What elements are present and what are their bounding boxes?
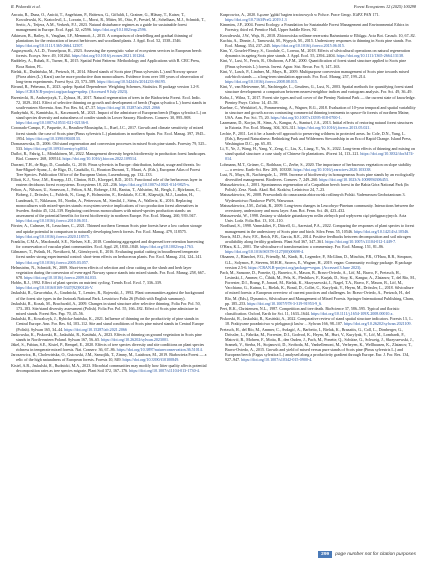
reference-entry <box>11 332 207 342</box>
reference-text: Matuszkiewicz, J.M., Zofiak, R., 2009. Long-term changes in Leucobryo-Pinetum community. Interactions between the overstorey, understorey and moss layer. Ann. Bot. Fenn. Sci. 46, 423–432. <box>220 202 415 213</box>
reference-doi-link[interactable]: https://doi.org/10.1007/s11104-012-1449-7. <box>325 238 397 244</box>
reference-entry <box>11 301 207 316</box>
reference-entry <box>11 280 207 290</box>
reference-text: Jaskulski, R., Kowalczyk, J., Rybicka-Jasińska, K., 2021. Influence of thinning on the productivity of pine stands in Central Europe. Ann. For. Res. 64, 103–112. Site and stand conditions of Scots pine mixed stands in Central Europe (Polish). Sylwan 165, 34–44. <box>11 316 204 332</box>
reference-doi-link[interactable]: https://doi.org/10.3390/f10100849. <box>122 357 180 363</box>
reference-text: Franklin, C.M.A., Macdonald, S.E., Nielsen, S.E., 2018. Combining aggregated and dispersed tree retention harvesting for conservation of vascular plant communities. Ecol. Appl. 28, 1830–1840. <box>11 238 204 250</box>
reference-text: Brzeziecki, B., Andrzejczyk, T., Żybura, H., 2017. Natural regeneration of trees in the Białowieża Forest. Ecol. Indic. 72, 1029–1041. Effect of selective thinning on growth and development of beech (Fagus sylvatica L.) forest stands in south-eastern Slovenia. Ann. For. Res. 64, 47–57. <box>11 94 207 110</box>
reference-text: Domaszewska, D., 2006. Old stand regeneration and conversion processes in mixed Scots pine stands. Forestry 79, 525–533. <box>11 140 207 152</box>
reference-entry <box>11 316 207 331</box>
reference-text: Durrant, T.H., de Rigo, D., Caudullo, G., 2016. Pinus sylvestris in Europe: distribution, habitat, usage and threats. In: San-Miguel-Ayanz, J., de Rigo, D., Caudullo, G., Houston Durrant, T., Mauri, A. (Eds.), European Atlas of Forest Tree Species. Publication Office of the European Union, Luxembourg, pp. 132–133. <box>11 161 201 177</box>
reference-column-right <box>220 12 416 546</box>
reference-text: Jaskulski, R., Kozak, M., Bruchwald, A., 2009. Changes in stand structure after selective thinning. Folia For. Pol. 50, 173–183. Site/stand diversity assessment (Polish). Folia For. Pol. 55, 166–182. Effect of Scots pine admixture in mixed stands. Forest Res. Pap. 70, 45–56. <box>11 300 201 317</box>
reference-entry <box>220 316 416 326</box>
reference-text: Jäkel, S., Pabian, S.E., Kisiel, P., Rempel, E., 2020. Effects of tree species diversity and site conditions on plant species richness in temperate mixed forests. Nat. Conserv. 36, 67–86. <box>11 342 205 353</box>
reference-doi-link[interactable]: https://doi.org/10.1007/s11104-013-1730-4. <box>129 367 200 373</box>
reference-text: Helmström, N., Schmidt, W., 2009. Short-term effects of selection and clear cutting on the shrub and herb layer vegetation during the conversion of even-aged Norway spruce stands into mixed stands. For. Ecol. Manag. 258, 667–678. <box>11 264 206 280</box>
reference-entry <box>11 342 207 352</box>
reference-entry <box>11 58 207 68</box>
reference-entry <box>220 203 416 213</box>
reference-doi-link[interactable]: https://doi.org/10.1007/978-3-319-91953-9_6. <box>247 300 323 306</box>
reference-entry <box>11 249 207 264</box>
reference-text: Li, Y., Ye, J., Wang, H., Yang, Y., Zeng, C., Liu, X., Liang, Y., Yu, S., 2022. Long-term effects of thinning and mixing on stand spatial structure: a case study of Chinese fir plantations. iForest 14, 113–121. <box>220 146 415 157</box>
reference-doi-link[interactable]: https://doi.org/10.1002/eap.2596. <box>92 27 147 33</box>
reference-doi-link[interactable]: https://doi.org/10.1016/j.earscirev.2020.103338. <box>293 166 372 172</box>
reference-text: Kisiel, A.B., Jaskulski, R., Rudnicki, M.A., 2023. Microbial communities may modify how litter quality affects potential decomposition rates as tree species migrate. Plant Soil 372, 167–176. <box>11 362 207 373</box>
reference-doi-link[interactable]: https://doi.org/10.1111/j.1654-109X.2008.00010.x. <box>310 311 394 317</box>
reference-columns <box>11 12 416 546</box>
reference-entry <box>11 33 207 48</box>
reference-text: Matuszkiewicz, J., 2001. Spontaneous regeneration of a Carpathian beech forest in the Babia Góra National Park (In Polish). Zesz. Nauk. Akad. Rol. Kraków, Leśnictwo 24, 7–23. <box>220 182 409 193</box>
reference-text: Oksanen, J., Blanchet, F.G., Friendly, M., Kindt, R., Legendre, P., McGlinn, D., Minchin, P.R., O'Hara, R.B., Simpson, G.L., Solymos, P., Stevens, M.H.H., Szoecs, E., Wagner, H., 2019. vegan: Community ecology package. R package version 2.5-6. <box>220 254 413 270</box>
reference-text: Kuchta, A., Dinnie, J., Tarnowski, M., Wypych, M., 2015. Understorey responses to thinning in Scots pine stands. For. Ecol. Manag. 354, 237–245. <box>220 37 412 48</box>
reference-entry <box>11 141 207 151</box>
reference-entry <box>220 213 416 223</box>
reference-text: Pretzsch, H., del Río, M., Ammer, C., Avdagić, A., Barbeito, I., Bielak, K., Brazaitis, G., Coll, L., Dirnberger, G., Drössler, L., Fabrika, M., Forrester, D.I., Godvod, K., Heym, M., Hurt, V., Kurylyak, V., Löf, M., Lombardi, F., Matović, B., Mohren, F., Motta, R., den Ouden, J., Pach, M., Ponette, Q., Schütze, G., Schweig, J., Skrzyszewski, J., Sramek, V., Sterba, H., Stojanović, D., Svoboda, M., Vanhellemont, M., Verheyen, K., Wellhausen, K., Zlatanov, T., Bravo-Oviedo, A., 2015. Growth and yield of mixed versus pure stands of Scots pine (Pinus sylvestris L.) and European beech (Fagus sylvatica L.) analysed along a productivity gradient through Europe. Eur. J. For. Res. 134, 927–947. <box>220 326 414 363</box>
reference-entry <box>220 327 416 363</box>
reference-text: Kimmins, J.P., 2004. Forest Ecology: a Foundation for Sustainable Forest Management and Environmental Ethics in Forestry, third ed. Prentice Hall, Upper Saddle River, NJ. <box>220 22 409 33</box>
reference-doi-link[interactable]: https://doi.org/10.1111/1365-2664.13138. <box>336 53 404 59</box>
reference-text: Elliott, K.J., Vose, J.M., Knoepp, J.D., Clinton, B.D., Kloeppel, B.D., 2015. Functional role of the herbaceous layer in eastern deciduous forest ecosystems. Ecosystems 18, 221–236. <box>11 177 202 188</box>
reference-text: Coronado-Campo, F., Paquette, A., Beaulieu-Moustapha, L., Ruel, J.C., 2017. Growth and climate sensitivity of mixed forest stands: the case of Scots pine (Pinus sylvestris L.) plantations in northern Spain. For. Ecol. Manag. 397, 1945–1954. <box>11 125 206 141</box>
reference-text: Laarmann, D., Korjus, H., Sims, A., Kangur, A., Stanturf, J.A., 2013. Initial effects of restoring natural forest structures in Estonia. For. Ecol. Manag. 304, 303–311. <box>220 120 414 131</box>
reference-doi-link[interactable]: https://doi.org/10.1016/j.foreco.2005.03.057. <box>16 259 89 265</box>
reference-entry <box>220 12 416 22</box>
reference-doi-link[interactable]: https://doi.org/10.1016/j.biocon.2022.109514. <box>62 156 138 162</box>
reference-doi-link[interactable]: https://CRAN.R-project.org/package=vegan. (Accessed 3 June 2023). <box>248 264 362 270</box>
reference-entry <box>11 223 207 238</box>
header-authors: R. Piskorski et al. <box>11 4 41 9</box>
reference-entry <box>220 84 416 94</box>
reference-doi-link[interactable]: https://doi.org/10.1002/eap.1763. <box>139 244 194 250</box>
reference-text: Jaroszewicz, B., Cholewińska, O., Gutowski, J.M., Samojlik, T., Zimny, M., Latałowa, M., 2019. Białowieża Forest — a relic of the high naturalness of European forests. Forests 10, 849. <box>11 352 207 363</box>
reference-entry <box>220 162 416 172</box>
reference-text: Kim, Y., Gourlet-Fleury, S., Goodale, C., Loreau, M., 2018. Effects of silvicultural operations on natural regeneration dynamics in ageing Scots pine stands. J. Appl. Ecol. 55, 2394–2404. <box>220 48 411 59</box>
reference-doi-link[interactable]: https://doi.org/10.14214/sf.10546. <box>353 228 410 234</box>
reference-text: Augusynczik, A.L.D., Yousefpour, R., 2023. Assessing the synergistic value of ecosystem services in European beech forests. Ecosys. Serv. 49, 101264. <box>11 48 202 59</box>
reference-text: Pach, M., Sansone, D., Ponette, Q., Barreiro, S., Mason, B., Bravo-Oviedo, A., Löf, M., Bravo, F., Pretzsch, H., Lesinski, J., Ammer, C., Čihák, M., Pelz, K., Pleshikov, F., Kurjak, D., Stoy, K., Kangur, A., Zlatanov, T., del Río, M., Forrester, D.I., Brang, P., Jonard, M., Bielak, K., Skrzyszewski, J., Nagel, T.A., Bravo, F., Mason, B., Löf, M., Vacchiano, G., Kutnar, L., Bielak, K., Bonal, D., Collet, C., Kurylyak, V., Heym, M., Drössler, L., 2018. Silviculture of mixed forests: a European overview of current practices and challenges. In: Bravo-Oviedo, A., Pretzsch, H., del Río, M. (Eds.), Dynamics, Silviculture and Management of Mixed Forests. Springer International Publishing, Cham, pp. 185–253. <box>220 269 416 306</box>
reference-doi-link[interactable]: https://doi.org/10.1016/j.foreco.2020.118575. <box>16 233 90 239</box>
reference-text: Matuszkiewicz, W., 2008. Przewodnik do oznaczania zbiorowisk roślinnych Polski. Vademecum Geobotanicum 3. Wydawnictwo Naukowe PWN, Warszawa. <box>220 192 406 203</box>
header-journal: Forest Ecosystems 12 (2025) 100298 <box>353 4 416 9</box>
reference-entry <box>220 146 416 161</box>
reference-entry <box>220 172 416 182</box>
reference-text: Ancuta, R., Duna, O., Anicăi, T., Angelstam, P., Brătescu, G., Giffaldi, I., Grainer, G., Hlásny, T., Kaiser, T., Kowalewski, K., Kratochvíl, L., Lorrain, L., Morsi, R., Mitter, M., Otto, P., Prestel, M., Schelhaas, M.J., Schmidt, T., Sertic, A., Teijera, A.M., Verkerk, P.J., 2023. Natural disturbance regimes as a guide for sustainable forest management in Europe. Ecol. Appl. 32, e2596. <box>11 12 206 33</box>
reference-entry <box>11 177 207 187</box>
reference-text: Atkinson, B., Bailey, S., Vaughan, I.P., Memmott, J., 2015. A comparison of clearfelling and gradual thinning of plantations for the restoration of insect herbivores and woodland plants. J. Appl. Ecol. 52, 1538–1546. <box>11 32 193 43</box>
reference-text: Matuszewski, W., 1998. Zmiany w składzie gatunkowym roślin zielnych pod wpływem cięć pielęgnacyjnych. Acta Univ. Lodz. Folia Bot. 13, 101–110. <box>220 213 407 224</box>
reference-text: Kowalewski, J.W., Wajs, B., 2018. Zbiorowiska roślinne rezerwatu Bażantarnia w Elblągu. Acta Bot. Cassub. 10, 67–82. <box>220 32 416 38</box>
reference-doi-link[interactable]: https://doi.org/10.1016/j.ecoser.2021.101264. <box>71 53 146 59</box>
reference-text: Lohmann, M.T., Grüner, C., Rothhaar, C., Zerbe, S., 2020. The importance of herbaceous vegetation on slope stability — a review. Earth-Sci. Rev. 209, 103338. <box>220 161 412 172</box>
reference-doi-link[interactable]: https://doi.org/10.1016/0169-5347(92)90126-V. <box>16 285 94 291</box>
reference-entry <box>11 95 207 110</box>
reference-entry <box>220 120 416 130</box>
reference-entry <box>220 234 416 244</box>
reference-doi-link[interactable]: https://doi.org/10.7163/PrzG.2019.1.3 <box>225 17 287 23</box>
reference-text: Piskorski, R., Jaskulski, R., Kasiński, A., 2022. Comparative review of stand spatial structure indicators. Forests 13, 1–18. Praktyczne poradnictwo w pielęgnacji lasów ... Sylwan 166, 98–107. <box>220 316 413 327</box>
footer-text: page number not for citation purposes <box>335 552 416 557</box>
reference-text: Norris, M.D., Aviv, F.E., Reich, P.B., Garcia, R.E., 2014. Positive feedbacks between decomposition and soil nitrogen availability along fertility gradients. Plant Soil 367, 347–361. <box>220 233 411 244</box>
reference-doi-link[interactable]: https://doi.org/10.15287/afr.2021.2066 <box>97 104 160 110</box>
reference-text: Baddeley, A., Rubak, E., Turner, R., 2015. Spatial Point Patterns: Methodology and Applications with R. CRC Press, Boca Raton, FL. <box>11 58 201 69</box>
reference-doi-link[interactable]: https://doi.org/10.5424/fs/2014233-06195. <box>97 79 166 85</box>
reference-entry <box>11 239 207 249</box>
reference-entry <box>220 22 416 32</box>
reference-text: Duflot, R., Fahrig, L., Mönkkönen, M., 2022. Management diversity begets biodiversity in production forest landscapes. Biol. Conserv. 268, 109514. <box>11 151 207 162</box>
reference-doi-link[interactable]: https://doi.org/10.3897/natureconservation.36.51014. <box>116 347 203 353</box>
reference-text: O'Hara, K.L., 2001. The silviculture of transformation: a commentary. For. Ecol. Manag. 151, 81–86. <box>220 244 385 250</box>
reference-text: Jankowska, K., Piskorski, R., Jaskulski, R., Kasiński, A., 2023. Effects of thinning on ground vegetation in Scots pine stands in North-eastern Poland. Sylwan 167, 56–65. <box>11 331 202 342</box>
reference-entry <box>11 151 207 161</box>
reference-doi-link[interactable]: https://doi.org/10.26202/sylwan.2021109. <box>343 321 412 327</box>
reference-doi-link[interactable]: https://doi.org/10.1093/forestry/cpl034. <box>24 146 88 152</box>
reference-entry <box>11 162 207 177</box>
reference-text: Lechte, P., 2011. Let it be: a hands-off approach to preserving wildness in protected areas. In: Cole, D.N., Yung, L. (Eds.), Beyond Naturalness: Rethinking Park and Wilderness Stewardship in an Era of Rapid Change. Island Press, Washington D.C., pp. 65–85. <box>220 130 412 146</box>
reference-doi-link[interactable]: https://doi.org/10.1016/j.foreco.2009.04.033. <box>24 274 97 280</box>
page-footer <box>318 551 416 558</box>
reference-doi-link[interactable]: https://doi.org/10.1007/s10342-015-0900-4. <box>241 357 313 363</box>
reference-doi-link[interactable]: https://CRAN.R-project.org/package=spdep. (Accessed 9 July 2023). <box>16 89 129 95</box>
reference-text: Hobbs, R.J., 1992. Effect of plant species on nutrient cycling. Trends Ecol. Evol. 7, 336–339. <box>11 280 162 286</box>
reference-doi-link[interactable]: https://doi.org/10.26202/sylwan.2023001. <box>101 336 170 342</box>
reference-entry <box>220 69 416 84</box>
reference-doi-link[interactable]: https://doi.org/10.3832/ifor3474-014. <box>225 151 414 162</box>
reference-doi-link[interactable]: https://doi.org/10.1007/s10021-014-9825-x. <box>118 182 191 188</box>
reference-doi-link[interactable]: https://doi.org/10.3390/f8040133. <box>26 135 81 141</box>
reference-doi-link[interactable]: https://doi.org/10.15287/afr.2021.2066 <box>64 326 127 332</box>
reference-doi-link[interactable]: https://doi.org/10.1023/A:1008894306453. <box>319 177 389 182</box>
reference-doi-link[interactable]: https://doi.org/10.1016/j.foreco.2008.08.015. <box>225 79 298 85</box>
page-number: 299 <box>318 551 332 558</box>
reference-entry <box>11 363 207 373</box>
reference-text: Lust, N., Muys, B., Nachtergale, L., 1998. Increase of biodiversity in homogeneous Scots pine stands by an ecologically diversified management. Biodivers. Conserv. 7, 249–260. <box>220 171 415 182</box>
reference-entry <box>11 187 207 223</box>
reference-text: Förster, A., Culmsee, H., Leuschner, C., 2021. Thinned northern German Scots pine forests have a low carbon storage and uptake potential in comparison to naturally developing beech forests. For. Ecol. Manag. 479, 118575. <box>11 223 202 234</box>
reference-doi-link[interactable]: https://doi.org/10.1111/1365-2664.12507. <box>16 42 84 48</box>
running-header <box>0 4 427 12</box>
reference-entry <box>220 223 416 233</box>
reference-entry <box>11 48 207 58</box>
reference-doi-link[interactable]: https://doi.org/10.1016/j.foreco.2015.06.015. <box>271 42 345 48</box>
reference-text: Bielak, K., Dudzińska, M., Pretzsch, H., 2014. Mixed stands of Scots pine (Pinus sylvestris L.) and Norway spruce (Picea abies (L.) Karst) can be more productive than monocultures. Evidence from over 100 years of observation of long-term experiments. Forest Syst. 23, 573–589. <box>11 68 204 85</box>
reference-doi-link[interactable]: https://doi.org/10.1016/S0378-1127(00)00698-4. <box>225 249 305 255</box>
reference-entry <box>11 290 207 300</box>
reference-entry <box>220 306 416 316</box>
reference-text: Gilmanov, T., Pušnik, H., Nováková, M., Gömöryová, E., 2016. Evaluating partial cutting in broadleaved temperate forest under strong experimental control: short-term effects on herbaceous plants. For. Ecol. Manag. 214, 124–141. <box>11 249 203 260</box>
reference-text: Kint, V., Lasch, P., Lindner, M., Muys, B., 2009. Multipurpose conversion management of Scots pine towards mixed oak-birch stands — a long-term simulation approach. For. Ecol. Manag. 257, 199–214. <box>220 68 409 79</box>
reference-entry <box>11 12 207 33</box>
reference-text: Peet, R.K., Christensen, N.L., 1987. Competition and tree death. BioScience 37, 586–595. Typical and floristic classification. Oxford, Earth for Sci. 11, 1633–1644. <box>220 305 400 317</box>
reference-text: Budzyński, K., Kamińska, A., Kaczmarek, M., 2021. Impact of the admixture of European beech (Fagus sylvatica L.) on stand species diversity and naturalness of conifer stands in Lower Saxony. Biodivers. Conserv. 30, 895–908. <box>11 109 207 121</box>
reference-entry <box>11 69 207 84</box>
reference-entry <box>11 265 207 280</box>
reference-column-left <box>11 12 207 546</box>
reference-entry <box>11 352 207 362</box>
reference-text: Kasprowicz, A., 2020. Łączne 'gąbki' bagien trzcinowych w Polsce. Prace Geogr. IGiPZ PAN 171. <box>220 12 380 17</box>
reference-entry <box>220 38 416 48</box>
reference-entry <box>11 125 207 140</box>
reference-text: Nordlund, S., 1998. Vannskiltet, F., Dittrell, G., Aarestad, P.A., 2022. Comparing the responses of plant species to forest management in the understorey of Scots pine and birch. Silva Fenn. 55, 10546. <box>220 223 415 234</box>
reference-entry <box>220 254 416 269</box>
reference-entry <box>220 131 416 146</box>
reference-text: Jaskulski, R., Gawrońska, A., Grudnicki, T., Lemiec, R., Rojewski, J., 1992. Plant communities against the background of the forest site types in the Jeziorak National Park. Lesnictwo Folia 26 (Polish with English summary). <box>11 290 205 301</box>
reference-entry <box>220 192 416 202</box>
reference-text: Kuehne, C., Weiskittel, A., Pommerening, A., Wagner, R.G., 2018. Evaluation of 10-year temporal and spatial variability in structure and growth across contrasting commercial thinning treatments in spruce-fir forests of northern Maine, USA. Ann. For. Sci. 75, 20. <box>220 104 416 121</box>
reference-doi-link[interactable]: https://doi.org/10.1016/j.foreco.2013.05.021. <box>297 125 371 131</box>
reference-doi-link[interactable]: https://doi.org/10.1007/s10531-021-02136-0. <box>16 120 90 126</box>
reference-entry <box>11 84 207 94</box>
reference-text: Felton, A., Nilsson, U., Sonesson, J., Felton, A.M., Roberge, J.M., Ranius, T., Ahlström, M., Bergh, J., Björkman, C., Boberg, J., Drössler, L., Fahlvik, N., Gong, P., Holmström, E., Keskitalo, E.C.H., Klapwijk, M.J., Laudon, H., Lundmark, T., Niklasson, M., Nordin, A., Pettersson, M., Stenlid, J., Sténs, A., Wallertz, K., 2016. Replacing monocultures with mixed-species stands: ecosystem service implications of two production forest alternatives in Sweden. Ambio 45, 124–139. Replacing coniferous monocultures with mixed-species production stands: an assessment of the potential benefits for forest biodiversity in northern Europe. For. Ecol. Manag. 260, 939–947. <box>11 187 201 219</box>
reference-text: Kint, V., van Meirvenne, M., Nachtergale, L., Geudens, G., Lust, N., 2003. Spatial methods for quantifying forest stand structure development: a comparison between nearest-neighbor indices and variogram analysis. For. Sci. 49, 36–49. <box>220 84 414 95</box>
reference-entry <box>220 105 416 120</box>
reference-entry <box>220 270 416 306</box>
reference-entry <box>11 110 207 125</box>
reference-entry <box>220 48 416 58</box>
reference-text: Bivand, R., Pebesma, E., 2023. spdep: Spatial Dependence: Weighting Schemes, Statistics. R package version 1.2-8. <box>11 84 200 90</box>
reference-doi-link[interactable]: https://doi.org/10.1016/j.foreco.2010.06.011. <box>16 218 89 224</box>
reference-entry <box>220 95 416 105</box>
reference-text: Koba, J., Wilna, T., 2017. Forest site types and soil cover of the Pieniny National Park — the current state of knowledge. Pieniny Przyr. Człow. 14, 45–58. <box>220 94 416 105</box>
reference-entry <box>220 244 416 254</box>
reference-doi-link[interactable]: https://doi.org/10.1007/s13595-018-0700-1. <box>270 115 342 121</box>
reference-entry <box>220 182 416 192</box>
reference-entry <box>220 58 416 68</box>
reference-text: Kint, V., Lust, N., Ferris, R., Olsthoorn, A.F.M., 2000. Quantification of forest stand structure applied to Scots pine (Pinus sylvestris L.) forests. Invest. Agrar. Sist. Recur. For. 9, 147–163. <box>220 58 407 69</box>
